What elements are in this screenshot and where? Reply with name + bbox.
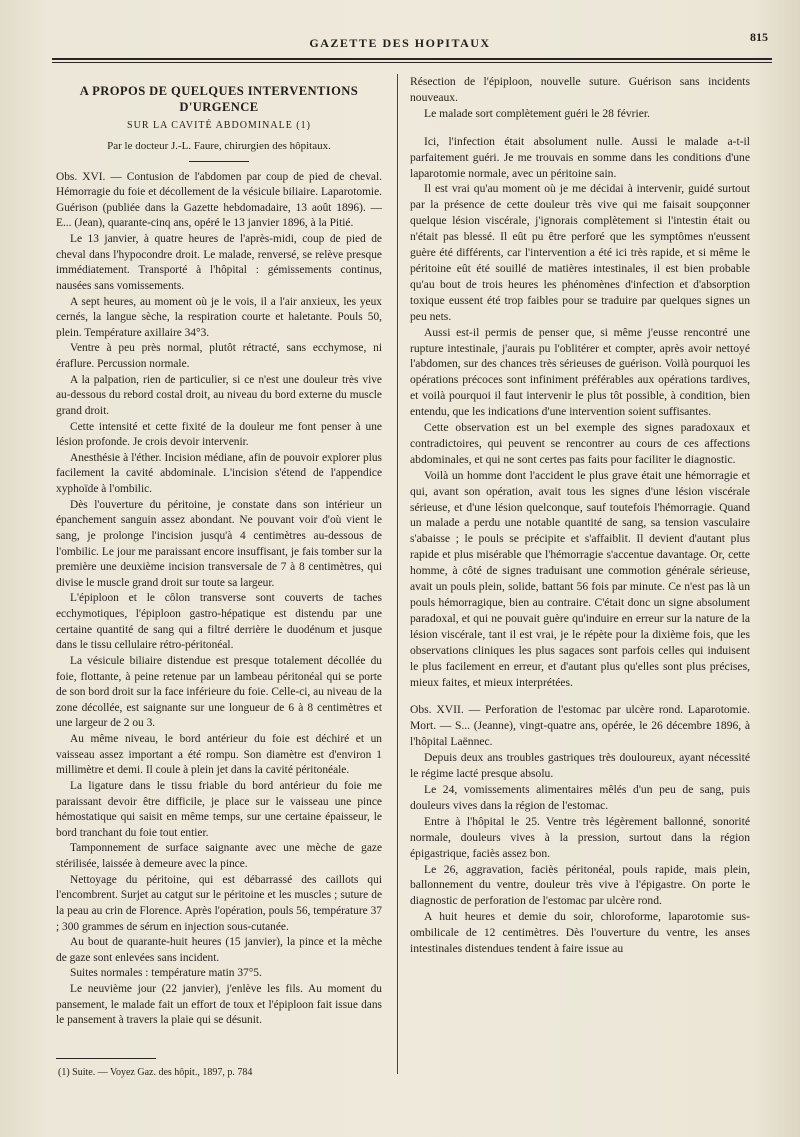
paragraph: Dès l'ouverture du péritoine, je constate dans son intérieur un épanchement sanguin assez abondant. Ne pouvant voir d'où vient le sang, je prolonge l'incision jusqu'à 4 centimètres au-dessous de l'ombilic. Le jour me paraissant encore insuffisant, je fais tomber sur la première une deuxième incision transversale de 7 à 8 centimètres, qui divise le muscle grand droit sur toute sa largeur.: [56, 498, 382, 589]
running-head: GAZETTE DES HOPITAUX: [309, 36, 491, 50]
article-byline: Par le docteur J.-L. Faure, chirurgien des hôpitaux.: [107, 139, 331, 152]
article-subtitle: SUR LA CAVITÉ ABDOMINALE (1): [127, 120, 311, 132]
paragraph: Anesthésie à l'éther. Incision médiane, afin de pouvoir explorer plus facilement la cavité abdominale. L'incision s'étend de l'appendice xyphoïde à l'ombilic.: [56, 451, 382, 495]
paragraph: L'épiploon et le côlon transverse sont couverts de taches ecchymotiques, l'épiploon gastro-hépatique est distendu par une certaine quantité de sang qui a filtré derrière le duodénum et jusque dans le tissu cellulaire rétro-péritonéal.: [56, 592, 382, 652]
paragraph: Au même niveau, le bord antérieur du foie est déchiré et un vaisseau assez important a été rompu. Son diamètre est d'environ 1 millimètre et demi. Il coule à plein jet dans la cavité péritonéale.: [56, 733, 382, 777]
paragraph: Entre à l'hôpital le 25. Ventre très légèrement ballonné, sonorité normale, douleurs vives à la pression, surtout dans la région épigastrique, faciès assez bon.: [410, 814, 750, 860]
paragraph: La ligature dans le tissu friable du bord antérieur du foie me paraissant devoir être difficile, je place sur le vaisseau une pince hémostatique qui saisit en même temps, sur une certaine épaisseur, le bord tranchant du foie tout entier.: [56, 779, 382, 839]
paragraph: Obs. XVI. — Contusion de l'abdomen par coup de pied de cheval. Hémorragie du foie et décollement de la vésicule biliaire. Laparotomie. Guérison (publiée dans la Gazette hebdomadaire, 13 août 1896). — E... (Jean), quarante-cinq ans, opéré le 13 janvier 1896, à la Pitié.: [56, 170, 382, 230]
paragraph: Cette intensité et cette fixité de la douleur me font penser à une lésion profonde. Je crois devoir intervenir.: [56, 420, 382, 449]
paragraph: Depuis deux ans troubles gastriques très douloureux, ayant nécessité le régime lacté presque absolu.: [410, 751, 750, 781]
paragraph: Aussi est-il permis de penser que, si même j'eusse rencontré une rupture intestinale, j'aurais pu l'oblitérer et compter, après avoir nettoyé l'abdomen, sur des chances très sérieuses de guérison. Voilà pourquoi les opérations précoces sont infiniment préférables aux opérations tardives, et voilà pourquoi il faut intervenir le plus tôt possible, à condition, bien entendu, que les indications d'une intervention soient suffisantes.: [410, 325, 750, 419]
paragraph: La vésicule biliaire distendue est presque totalement décollée du foie, flottante, à peine retenue par un lambeau péritonéal qui se porte de son bord droit sur la face inférieure du foie. Celle-ci, au niveau de la zone décollée, est saignante sur une longueur de 6 à 8 centimètres et une largeur de 2 ou 3.: [56, 654, 382, 730]
paragraph: Le 13 janvier, à quatre heures de l'après-midi, coup de pied de cheval dans l'hypocondre droit. Le malade, renversé, se relève presque immédiatement. Transporté à l'hôpital : gémissements continus, nausées sans vomissements.: [56, 233, 382, 292]
paragraph: Il est vrai qu'au moment où je me décidai à intervenir, guidé surtout par la présence de cette douleur très vive qui me faisait soupçonner quelque lésion viscérale, j'ignorais complètement si l'intestin était ou n'était pas blessé. Il eût pu être perforé que les symptômes n'eussent guère été différents, car l'intervention a été ici très rapide, et si même le péritoine eût été souillé de matières intestinales, il est bien probable qu'au bout de trois heures les phénomènes d'infection et d'absorption toxique eussent été trop faibles pour se traduire par quelques signes un peu nets.: [410, 182, 750, 323]
footnote-rule: [56, 1058, 156, 1059]
article-title: A PROPOS DE QUELQUES INTERVENTIONS D'URGENCE: [79, 84, 359, 114]
left-column: [56, 80, 382, 1029]
column-divider: [397, 74, 398, 1074]
right-column: [410, 74, 750, 957]
paragraph: Résection de l'épiploon, nouvelle suture. Guérison sans incidents nouveaux.: [410, 75, 750, 104]
paragraph: A la palpation, rien de particulier, si ce n'est une douleur très vive au-dessous du rebord costal droit, au niveau du bord externe du muscle grand droit.: [56, 373, 382, 417]
paragraph: A sept heures, au moment où je le vois, il a l'air anxieux, les yeux cernés, la langue sèche, la respiration courte et haletante. Pouls 50, plein. Température axillaire 34°3.: [56, 295, 382, 339]
title-rule: [189, 161, 249, 162]
paragraph: Le malade sort complètement guéri le 28 février.: [424, 106, 650, 120]
paragraph: Ventre à peu près normal, plutôt rétracté, sans ecchymose, ni éraflure. Percussion normale.: [56, 342, 382, 370]
paragraph: Le 26, aggravation, faciès péritonéal, pouls rapide, mais plein, ballonnement du ventre, douleur très vive à l'épigastre. On porte le diagnostic de perforation de l'estomac par ulcère rond.: [410, 862, 750, 908]
paragraph: Voilà un homme dont l'accident le plus grave était une hémorragie et qui, avant son opération, avait tous les signes d'une lésion viscérale sérieuse, et d'une lésion quelconque, sauf toutefois l'hémorragie. Quand un malade a perdu une notable quantité de sang, sa tension vasculaire s'abaisse ; le pouls se précipite et s'affaiblit. Il devient d'autant plus rapide et plus misérable que l'hémorragie s'accentue davantage. Or, cette homme, à côté de signes traduisant une commotion générale sérieuse, avait un pouls plein, solide, battant 56 fois par minute. Ce n'est pas là un pouls hémorragique, bien au contraire. C'était donc un signe absolument paradoxal, et qui ne pouvait guère qu'induire en erreur sur la nature de la lésion viscérale, tant il est vrai, je le répète pour la dixième fois, que les observations cliniques les plus sagaces sont parfois celles qui induisent le plus facilement en erreur, et d'autant plus qu'elles sont plus précises, mieux faites, et mieux interprétées.: [410, 468, 750, 689]
paragraph: Obs. XVII. — Perforation de l'estomac par ulcère rond. Laparotomie. Mort. — S... (Jeanne), vingt-quatre ans, opérée, le 26 décembre 1896, à l'hôpital Laënnec.: [410, 703, 750, 749]
header-rule: [52, 58, 772, 60]
paragraph: Nettoyage du péritoine, qui est débarrassé des caillots qui l'encombrent. Surjet au catgut sur le péritoine et les muscles ; suture de la peau au crin de Florence. Après l'opération, pouls 56, température 37 ; 300 grammes de sérum en injection sous-cutanée.: [56, 873, 382, 933]
paragraph: Au bout de quarante-huit heures (15 janvier), la pince et la mèche de gaze sont enlevées sans incident.: [56, 936, 382, 964]
paragraph: Tamponnement de surface saignante avec une mèche de gaze stérilisée, laissée à demeure avec la pince.: [56, 842, 382, 870]
paragraph: Cette observation est un bel exemple des signes paradoxaux et contradictoires, qui peuvent se rencontrer au cours de ces affections abdominales, et qui ne sont certes pas faits pour faciliter le diagnostic.: [410, 421, 750, 466]
header-rule-thin: [52, 62, 772, 63]
paragraph: A huit heures et demie du soir, chloroforme, laparotomie sus-ombilicale de 12 centimètres. Dès l'ouverture du ventre, les anses intestinales distendues tendent à faire issue au: [410, 910, 750, 956]
paragraph: Ici, l'infection était absolument nulle. Aussi le malade a-t-il parfaitement guéri. Je me trouvais en somme dans les conditions d'une laparotomie normale, avec un péritoine sain.: [410, 134, 750, 180]
page-number: 815: [750, 30, 768, 44]
paragraph: Le neuvième jour (22 janvier), j'enlève les fils. Au moment du pansement, le malade fait un effort de toux et l'épiploon fait issue dans le pansement à travers la plaie qui se désunit.: [56, 983, 382, 1027]
footnote: (1) Suite. — Voyez Gaz. des hôpit., 1897, p. 784: [58, 1067, 253, 1078]
paragraph: Le 24, vomissements alimentaires mêlés d'un peu de sang, puis douleurs vives dans la région de l'estomac.: [410, 782, 750, 812]
paragraph: Suites normales : température matin 37°5.: [70, 967, 262, 980]
